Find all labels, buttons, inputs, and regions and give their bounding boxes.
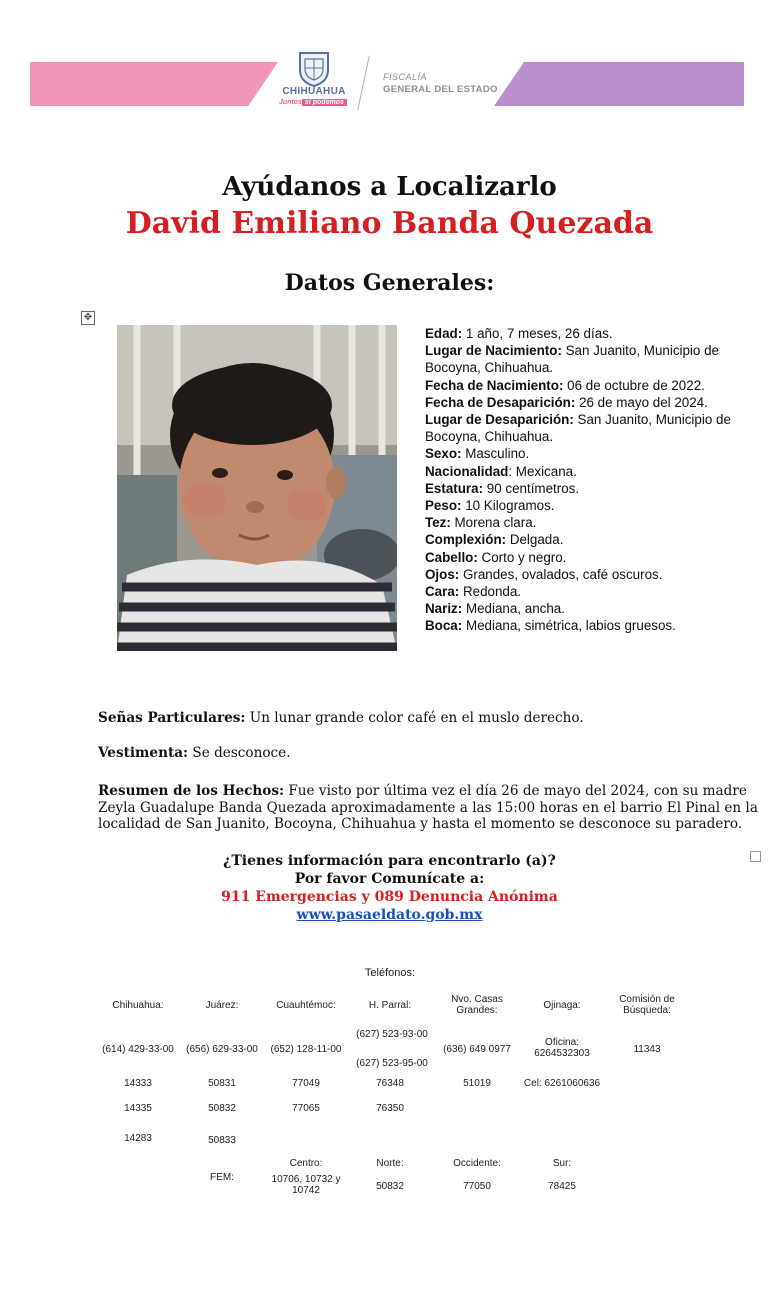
fem-label: FEM:: [210, 1172, 234, 1183]
cta-contact: Por favor Comunícate a:: [294, 871, 485, 887]
header-juarez: Juárez:: [205, 1000, 239, 1011]
detail-value: Redonda.: [459, 584, 522, 600]
detail-label: Cabello:: [425, 549, 478, 565]
detail-value: Grandes, ovalados, café oscuros.: [459, 566, 663, 582]
detail-value: Delgada.: [506, 532, 564, 548]
detail-label: Ojos:: [425, 566, 460, 582]
website-link[interactable]: www.pasaeldato.gob.mx: [296, 907, 483, 923]
detail-label: Cara:: [425, 584, 460, 600]
chihuahua-shield-icon: [297, 50, 331, 88]
detail-value: San Juanito, Municipio de Bocoyna, Chihuahua.: [425, 343, 719, 376]
header-chihuahua: Chihuahua:: [112, 1000, 164, 1011]
phone-ojinaga-office: Oficina: 6264532303: [534, 1037, 590, 1059]
phone-cell: 77049: [292, 1078, 320, 1089]
detail-label: Fecha de Nacimiento:: [425, 377, 564, 393]
detail-item: [425, 531, 755, 548]
senas-label: Señas Particulares:: [98, 710, 246, 726]
clothing: [98, 745, 758, 762]
header-band-right: [494, 62, 744, 106]
phone-cell: 76350: [376, 1103, 404, 1114]
detail-item: [425, 325, 755, 342]
detail-item: [425, 411, 755, 445]
phone-cell: 50833: [208, 1135, 236, 1146]
phones-title: Teléfonos:: [364, 967, 416, 979]
phone-comision: 11343: [633, 1044, 661, 1055]
header-divider: [357, 56, 370, 111]
detail-value: 1 año, 7 meses, 26 días.: [462, 326, 613, 341]
detail-value: San Juanito, Municipio de Bocoyna, Chihuahua.: [425, 412, 731, 445]
fem-header-occidente: Occidente:: [453, 1158, 501, 1169]
header-cuauhtemoc: Cuauhtémoc:: [276, 1000, 336, 1011]
header-parral: H. Parral:: [368, 1000, 412, 1011]
logo-slogan: [279, 99, 349, 114]
detail-label: Edad:: [425, 326, 463, 341]
fem-value-sur: 78425: [548, 1181, 576, 1192]
header-nvo-casas-grandes: Nvo. Casas Grandes:: [451, 994, 503, 1016]
vest-label: Vestimenta:: [98, 745, 189, 761]
detail-item: [425, 514, 755, 531]
header-comision: Comisión de Búsqueda:: [619, 994, 675, 1016]
phone-cell: 77065: [292, 1103, 320, 1114]
logo-name: CHIHUAHUA: [282, 86, 346, 97]
resumen-label: Resumen de los Hechos:: [98, 783, 285, 799]
detail-item: [425, 617, 755, 634]
detail-item: [425, 480, 755, 497]
cta-question: ¿Tienes información para encontrarlo (a)?: [223, 853, 556, 869]
child-photo: [117, 325, 397, 651]
detail-item: [425, 566, 755, 583]
detail-item: [425, 600, 755, 617]
detail-item: [425, 377, 755, 394]
table-move-handle-icon[interactable]: ✥: [81, 311, 95, 325]
person-name: David Emiliano Banda Quezada: [125, 206, 654, 241]
logo-slogan-part2: sí podemos: [302, 99, 347, 106]
detail-value: Mediana, ancha.: [462, 601, 565, 617]
phone-chihuahua: (614) 429-33-00: [102, 1044, 174, 1055]
detail-value: 90 centímetros.: [483, 480, 580, 496]
resumen-text: Fue visto por última vez el día 26 de mayo del 2024, con su madre Zeyla Guadalupe Banda Quezada aproximadamente a las 15:00 horas en el barrio El Pinal en la localidad de San Juanito, Bocoyna, Chihuahua y hasta el momento se desconoce su paradero.: [98, 783, 758, 832]
facts-summary: [98, 783, 758, 833]
detail-value: Mediana, simétrica, labios gruesos.: [462, 618, 676, 634]
detail-label: Sexo:: [425, 446, 462, 462]
logo-slogan-part1: Juntos: [279, 99, 302, 106]
fem-value-norte: 50832: [376, 1181, 404, 1192]
detail-label: Lugar de Nacimiento:: [425, 343, 562, 359]
detail-value: Morena clara.: [450, 515, 537, 531]
detail-value: Corto y negro.: [477, 549, 567, 565]
detail-item: [425, 463, 755, 480]
phone-cell: 14283: [124, 1133, 152, 1144]
detail-value: 10 Kilogramos.: [461, 498, 555, 514]
detail-label: Boca:: [425, 618, 463, 634]
phone-cell: 14333: [124, 1078, 152, 1089]
section-title: Datos Generales:: [284, 270, 495, 296]
detail-item: [425, 394, 755, 411]
detail-label: Estatura:: [425, 480, 484, 496]
phone-cell: 50832: [208, 1103, 236, 1114]
phone-cell: 14335: [124, 1103, 152, 1114]
detail-item: [425, 583, 755, 600]
phone-juarez: (656) 629-33-00: [186, 1044, 258, 1055]
agency-line1: FISCALÍA: [383, 72, 428, 82]
fem-value-occidente: 77050: [463, 1181, 491, 1192]
detail-label: Fecha de Desaparición:: [425, 394, 576, 410]
fem-header-sur: Sur:: [552, 1158, 572, 1169]
fem-value-centro: 10706, 10732 y 10742: [271, 1174, 341, 1196]
phone-ojinaga-cell: Cel: 6261060636: [523, 1078, 601, 1089]
detail-label: Tez:: [425, 515, 451, 531]
checkbox[interactable]: [750, 851, 761, 862]
detail-item: [425, 497, 755, 514]
detail-label: Lugar de Desaparición:: [425, 412, 574, 428]
cta-emergency: 911 Emergencias y 089 Denuncia Anónima: [221, 889, 558, 905]
senas-text: Un lunar grande color café en el muslo derecho.: [245, 710, 584, 726]
phone-cell: 50831: [208, 1078, 236, 1089]
detail-item: [425, 342, 755, 376]
help-title: Ayúdanos a Localizarlo: [222, 172, 557, 202]
detail-label: Peso:: [425, 498, 462, 514]
detail-value: 06 de octubre de 2022.: [563, 377, 705, 393]
distinguishing-marks: [98, 710, 758, 727]
detail-item: [425, 549, 755, 566]
vest-text: Se desconoce.: [188, 745, 291, 761]
phone-cuauhtemoc: (652) 128-11-00: [270, 1044, 342, 1055]
fem-header-centro: Centro:: [289, 1158, 323, 1169]
phone-cell: 51019: [463, 1078, 491, 1089]
phone-nvo-casas-grandes: (636) 649 0977: [443, 1044, 511, 1055]
agency-line2: GENERAL DEL ESTADO: [383, 84, 498, 95]
fem-header-norte: Norte:: [376, 1158, 404, 1169]
detail-item: [425, 445, 755, 462]
detail-value: Masculino.: [461, 446, 530, 462]
phone-cell: 76348: [376, 1078, 404, 1089]
detail-label: Complexión:: [425, 532, 507, 548]
header-ojinaga: Ojinaga:: [543, 1000, 581, 1011]
detail-label: Nacionalidad: [425, 463, 509, 479]
parral-phone-1: (627) 523-93-00: [356, 1029, 428, 1040]
header-band-left: [30, 62, 278, 106]
parral-phone-2: (627) 523-95-00: [356, 1058, 428, 1069]
general-data-list: [425, 325, 755, 635]
detail-value: 26 de mayo del 2024.: [575, 394, 708, 410]
detail-value: : Mexicana.: [508, 463, 577, 479]
detail-label: Nariz:: [425, 601, 463, 617]
